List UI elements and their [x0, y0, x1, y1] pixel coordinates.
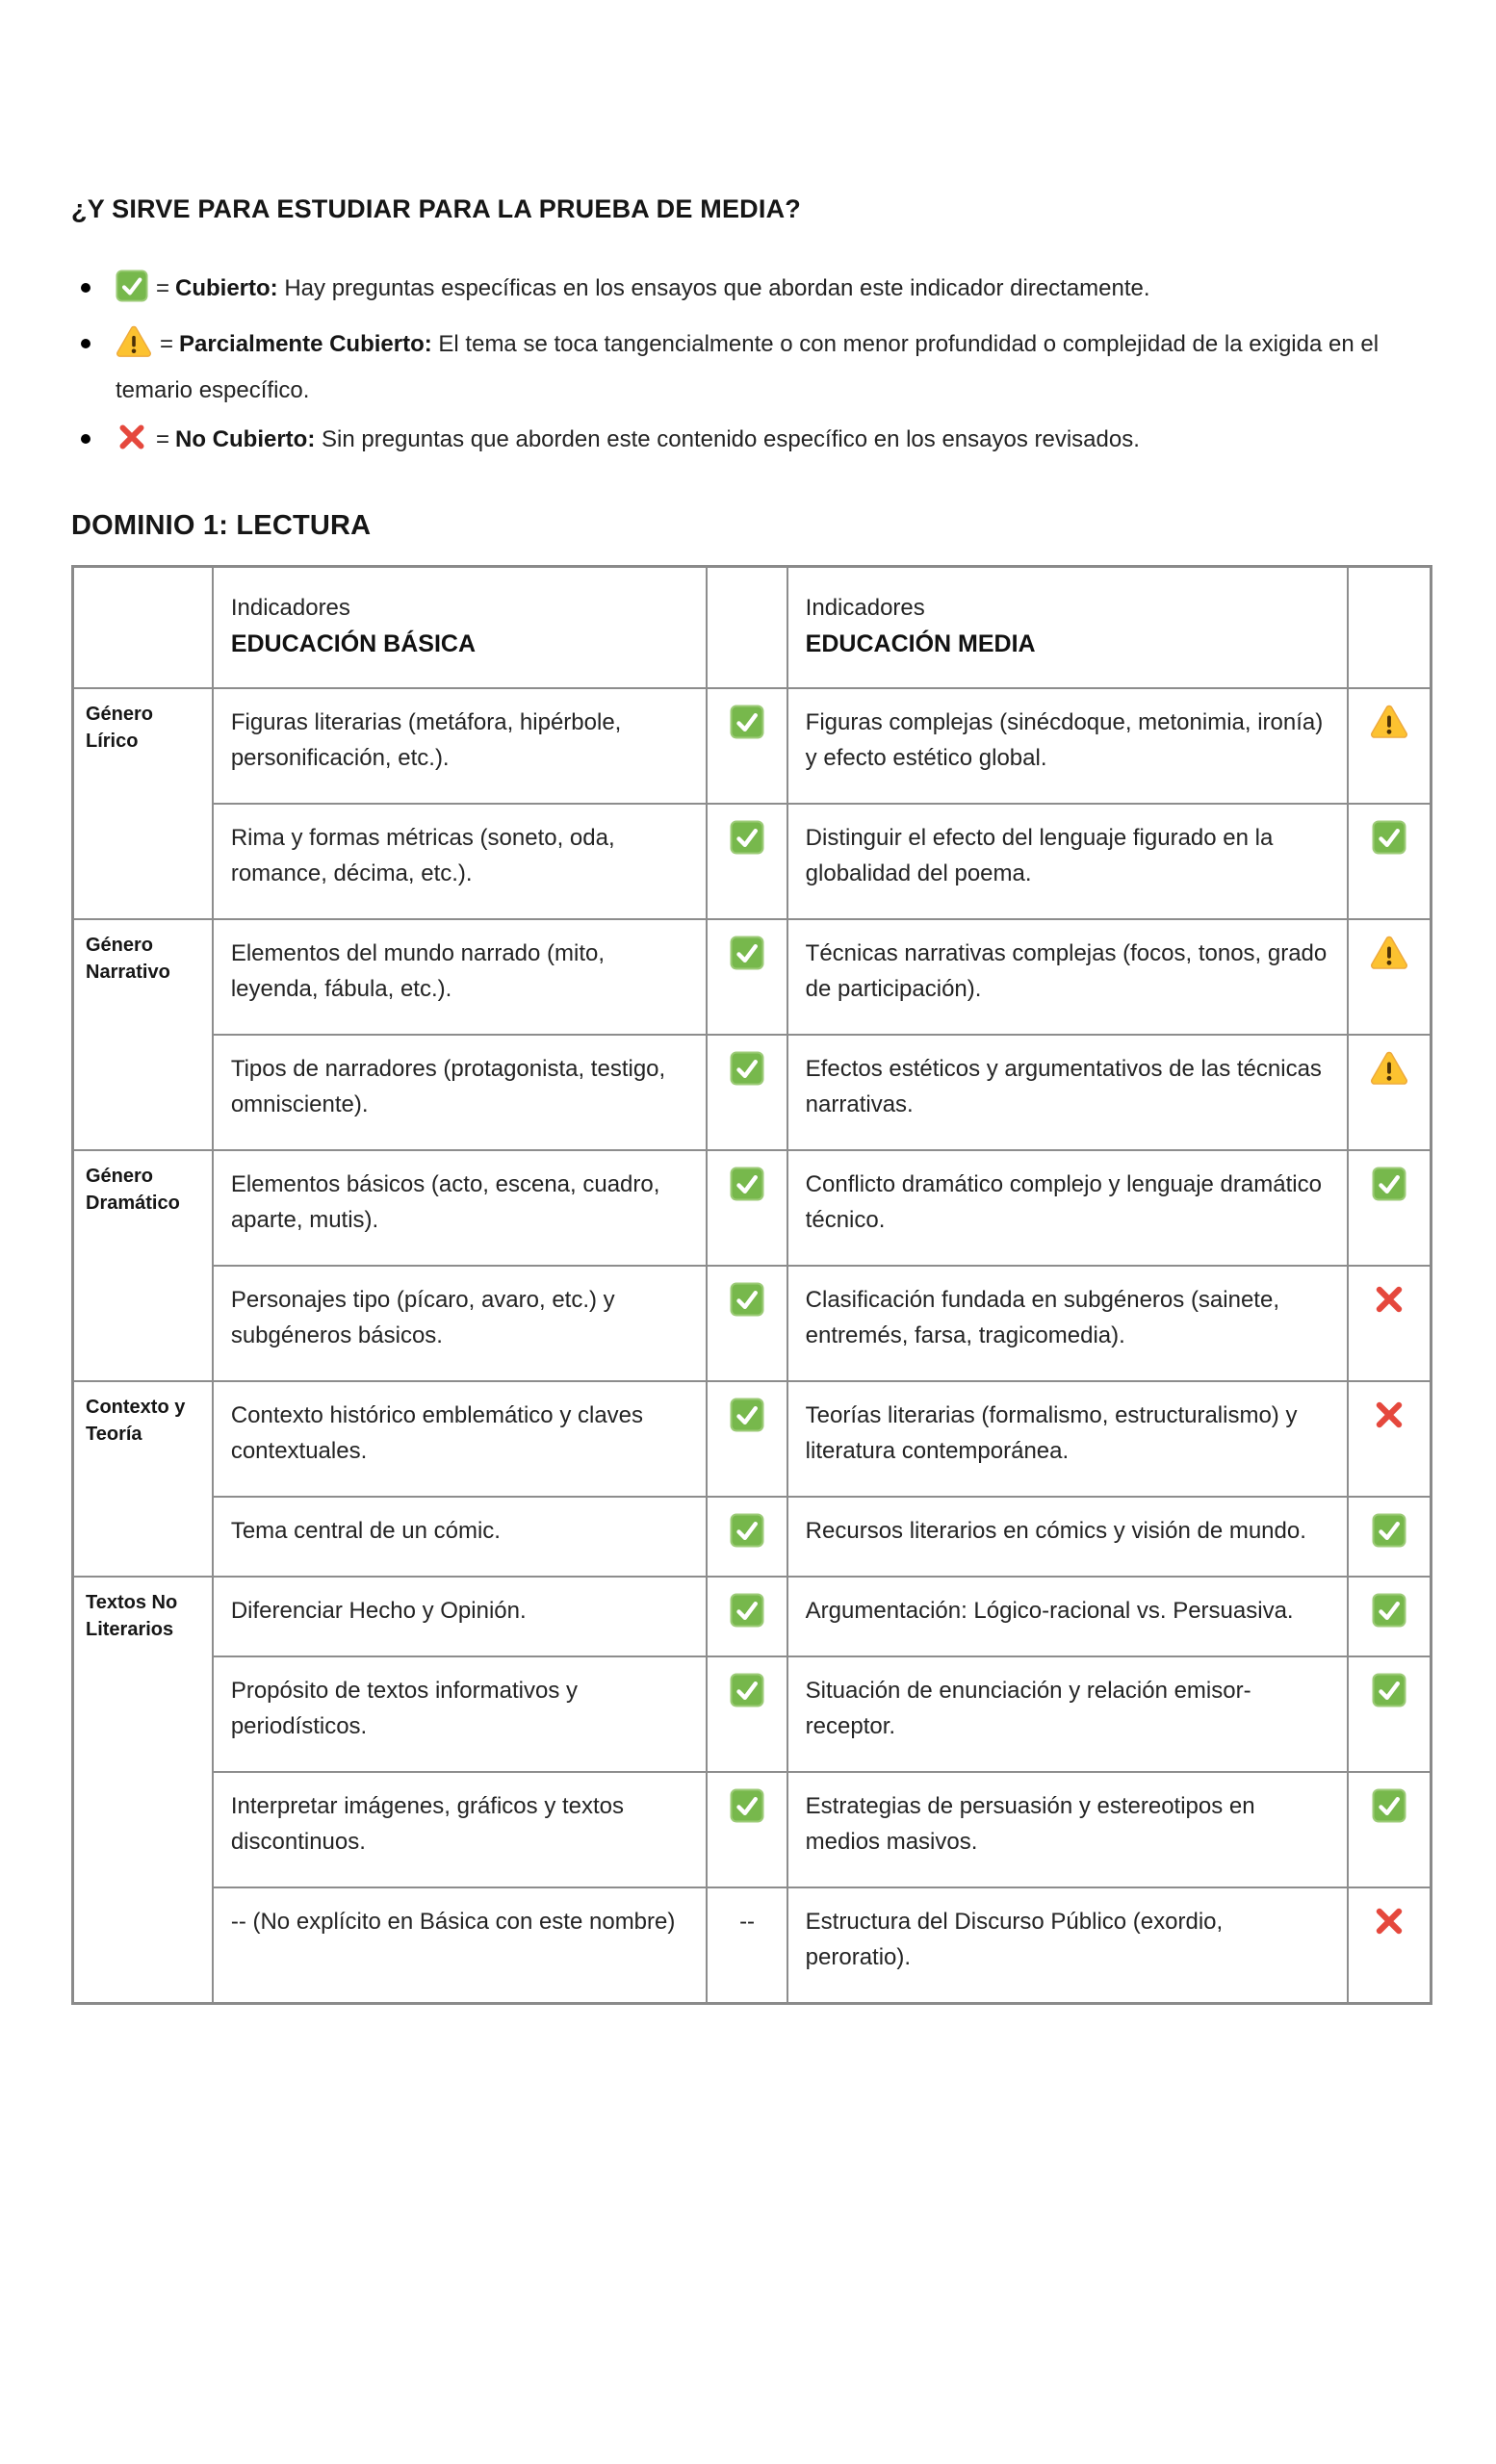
row-group-label: Género Lírico [73, 688, 213, 919]
media-indicator-cell: Estrategias de persuasión y estereotipos en medios masivos. [787, 1772, 1349, 1887]
media-status-cell [1348, 1656, 1431, 1772]
section-title: DOMINIO 1: LECTURA [71, 510, 372, 541]
media-status-cell [1348, 1381, 1431, 1497]
basica-status-cell [707, 1381, 787, 1497]
header-empty-cell [707, 567, 787, 689]
basica-indicator-cell: Propósito de textos informativos y periodísticos. [213, 1656, 708, 1772]
check-icon [1372, 1673, 1406, 1712]
check-icon [730, 1167, 764, 1206]
row-group-label: Género Narrativo [73, 919, 213, 1150]
check-icon [116, 270, 148, 315]
media-indicator-cell: Clasificación fundada en subgéneros (sainete, entremés, farsa, tragicomedia). [787, 1266, 1349, 1381]
header-media-sublabel: EDUCACIÓN MEDIA [805, 630, 1036, 657]
legend-item-text: Hay preguntas específicas en los ensayos que abordan este indicador directamente. [277, 275, 1150, 301]
legend-item-label: Cubierto: [175, 275, 278, 301]
header-empty-cell [1348, 567, 1431, 689]
header-basica-label: Indicadores [230, 595, 350, 621]
media-status-cell [1348, 1266, 1431, 1381]
media-indicator-cell: Conflicto dramático complejo y lenguaje dramático técnico. [787, 1150, 1349, 1266]
media-status-cell [1348, 1577, 1431, 1656]
legend-item-label: No Cubierto: [175, 426, 316, 452]
table-row [73, 1266, 1432, 1381]
basica-status-cell [707, 1656, 787, 1772]
warning-icon [1370, 705, 1408, 744]
lectura-table-body [73, 688, 1432, 2004]
legend-item-text: Sin preguntas que aborden este contenido específico en los ensayos revisados. [315, 426, 1140, 452]
check-icon [730, 1788, 764, 1828]
row-group-label: Textos No Literarios [73, 1577, 213, 2004]
media-status-cell [1348, 1497, 1431, 1577]
header-media-label: Indicadores [805, 595, 925, 621]
legend-equals: = [156, 426, 170, 452]
media-status-cell [1348, 1035, 1431, 1150]
cross-icon [116, 421, 148, 466]
cross-icon [1372, 1398, 1406, 1437]
basica-status-cell [707, 1266, 787, 1381]
media-status-cell [1348, 688, 1431, 804]
check-icon [730, 1282, 764, 1322]
check-icon [1372, 1513, 1406, 1553]
check-icon [730, 820, 764, 860]
cross-icon [1372, 1904, 1406, 1943]
lectura-comparison-table [71, 565, 1432, 2005]
row-group-label: Contexto y Teoría [73, 1381, 213, 1577]
basica-indicator-cell: Rima y formas métricas (soneto, oda, romance, décima, etc.). [213, 804, 708, 919]
check-icon [730, 1398, 764, 1437]
header-empty-cell [73, 567, 213, 689]
table-header-row [73, 567, 1432, 689]
warning-icon [116, 325, 152, 371]
basica-indicator-cell: Diferenciar Hecho y Opinión. [213, 1577, 708, 1656]
media-indicator-cell: Recursos literarios en cómics y visión de mundo. [787, 1497, 1349, 1577]
basica-indicator-cell: Contexto histórico emblemático y claves contextuales. [213, 1381, 708, 1497]
legend-item [71, 420, 1432, 466]
table-row [73, 919, 1432, 1035]
basica-indicator-cell: Personajes tipo (pícaro, avaro, etc.) y subgéneros básicos. [213, 1266, 708, 1381]
header-media-cell [787, 567, 1349, 689]
dash-label: -- [739, 1909, 756, 1935]
media-indicator-cell: Figuras complejas (sinécdoque, metonimia, ironía) y efecto estético global. [787, 688, 1349, 804]
media-status-cell [1348, 1772, 1431, 1887]
basica-status-cell [707, 1772, 787, 1887]
basica-indicator-cell: -- (No explícito en Básica con este nombre) [213, 1887, 708, 2004]
bullet-dot [81, 283, 90, 293]
basica-status-cell [707, 1035, 787, 1150]
media-indicator-cell: Estructura del Discurso Público (exordio, peroratio). [787, 1887, 1349, 2004]
page-title: ¿Y SIRVE PARA ESTUDIAR PARA LA PRUEBA DE MEDIA? [71, 194, 801, 223]
media-indicator-cell: Efectos estéticos y argumentativos de las técnicas narrativas. [787, 1035, 1349, 1150]
table-row [73, 1497, 1432, 1577]
table-row [73, 1035, 1432, 1150]
media-indicator-cell: Situación de enunciación y relación emisor-receptor. [787, 1656, 1349, 1772]
legend-item [71, 269, 1432, 315]
basica-status-cell [707, 1887, 787, 2004]
table-row [73, 1381, 1432, 1497]
header-basica-sublabel: EDUCACIÓN BÁSICA [230, 630, 477, 657]
basica-status-cell [707, 1577, 787, 1656]
header-basica-cell [213, 567, 708, 689]
basica-status-cell [707, 804, 787, 919]
basica-indicator-cell: Elementos del mundo narrado (mito, leyenda, fábula, etc.). [213, 919, 708, 1035]
basica-status-cell [707, 919, 787, 1035]
table-row [73, 804, 1432, 919]
check-icon [730, 1051, 764, 1091]
check-icon [1372, 1593, 1406, 1632]
media-status-cell [1348, 1887, 1431, 2004]
basica-indicator-cell: Tipos de narradores (protagonista, testigo, omnisciente). [213, 1035, 708, 1150]
check-icon [730, 1593, 764, 1632]
basica-indicator-cell: Figuras literarias (metáfora, hipérbole, personificación, etc.). [213, 688, 708, 804]
media-status-cell [1348, 919, 1431, 1035]
media-status-cell [1348, 1150, 1431, 1266]
media-indicator-cell: Teorías literarias (formalismo, estructuralismo) y literatura contemporánea. [787, 1381, 1349, 1497]
check-icon [1372, 1788, 1406, 1828]
media-indicator-cell: Técnicas narrativas complejas (focos, tonos, grado de participación). [787, 919, 1349, 1035]
media-indicator-cell: Argumentación: Lógico-racional vs. Persuasiva. [787, 1577, 1349, 1656]
legend-equals: = [160, 331, 174, 357]
basica-status-cell [707, 1497, 787, 1577]
check-icon [1372, 820, 1406, 860]
check-icon [730, 1673, 764, 1712]
table-row [73, 1656, 1432, 1772]
bullet-dot [81, 434, 90, 444]
check-icon [730, 705, 764, 744]
legend-item [71, 324, 1432, 410]
table-row [73, 1772, 1432, 1887]
warning-icon [1370, 936, 1408, 975]
legend-item-text: El tema se toca tangencialmente o con menor profundidad o complejidad de la exigida en el temario específico. [116, 331, 1380, 403]
table-row [73, 688, 1432, 804]
basica-status-cell [707, 1150, 787, 1266]
check-icon [1372, 1167, 1406, 1206]
legend-list [71, 269, 1432, 466]
table-row [73, 1577, 1432, 1656]
cross-icon [1372, 1282, 1406, 1322]
table-row [73, 1887, 1432, 2004]
legend-item-label: Parcialmente Cubierto: [179, 331, 432, 357]
legend-equals: = [156, 275, 170, 301]
basica-indicator-cell: Tema central de un cómic. [213, 1497, 708, 1577]
warning-icon [1370, 1051, 1408, 1091]
basica-indicator-cell: Interpretar imágenes, gráficos y textos discontinuos. [213, 1772, 708, 1887]
bullet-dot [81, 339, 90, 348]
check-icon [730, 1513, 764, 1553]
table-row [73, 1150, 1432, 1266]
row-group-label: Género Dramático [73, 1150, 213, 1381]
media-indicator-cell: Distinguir el efecto del lenguaje figurado en la globalidad del poema. [787, 804, 1349, 919]
media-status-cell [1348, 804, 1431, 919]
check-icon [730, 936, 764, 975]
basica-indicator-cell: Elementos básicos (acto, escena, cuadro, aparte, mutis). [213, 1150, 708, 1266]
basica-status-cell [707, 688, 787, 804]
